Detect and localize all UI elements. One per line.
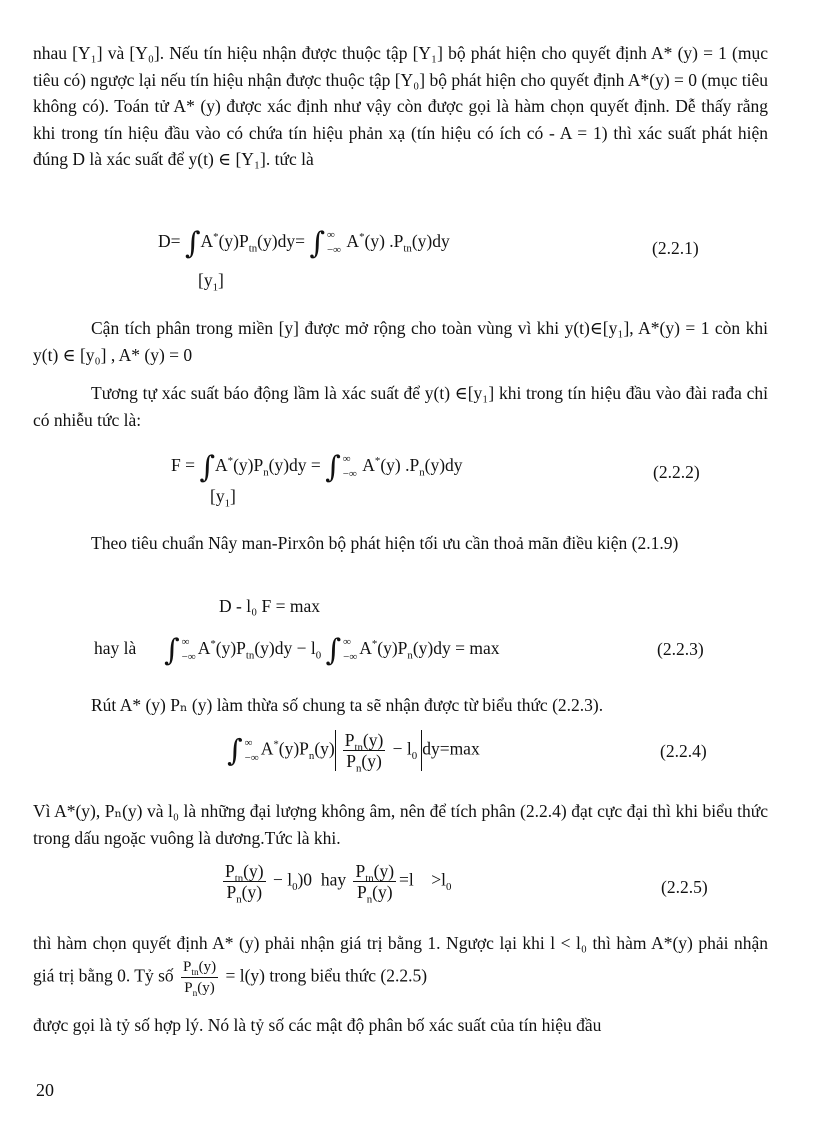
paragraph-factor: Rút A* (y) Pₙ (y) làm thừa số chung ta sẽ nhận được từ biểu thức (2.2.3). — [91, 695, 604, 715]
paragraph-neyman-pearson: Theo tiêu chuẩn Nây man-Pirxôn bộ phát hiện tối ưu cần thoả mãn điều kiện (2.1.9) — [91, 533, 679, 553]
equation-2-2-4: ∫ ∞ −∞ $A^*(y)P_n(y)$ $\frac{P_{tn}(y)}{P_n(y)}$ − $l_0$ dy=max — [227, 730, 480, 775]
paragraph-likelihood: được gọi là tỷ số hợp lý. Nó là tỷ số các mật độ phân bố xác suất của tín hiệu đầu — [33, 1015, 602, 1035]
hay-la-label: hay là — [94, 638, 137, 658]
equation-number-2-2-3: (2.2.3) — [657, 639, 704, 659]
equation-2-2-1: $D= \int A^*(y)P_{tn}(y)dy=$ ∫ ∞ −∞ A*(y) $.P_{tn}(y)dy$ — [158, 226, 450, 261]
equation-number-2-2-5: (2.2.5) — [661, 877, 708, 897]
integral-domain-y1: $[y_1]$ — [198, 270, 224, 294]
paragraph-false-alarm: Tương tự xác suất báo động lầm là xác suất để y(t) ∈[y₁] khi trong tín hiệu đầu vào đài rađa chỉ có nhiễu tức là: — [33, 383, 768, 430]
hay-label: hay — [320, 869, 347, 890]
page-number: 20 — [36, 1080, 54, 1100]
equation-2-2-5: $\frac{P_{tn}(y)}{P_n(y)}$ − $l_0)0$ hay $\frac{P_{tn}(y)}{P_n(y)}$ =l $>l_0$ — [225, 861, 452, 906]
ratio-fraction: $\frac{P_{tn}(y)}{P_n(y)}$ — [183, 958, 217, 999]
paragraph-decision — [33, 930, 768, 998]
equation-number-2-2-1: (2.2.1) — [652, 238, 699, 258]
paragraph-intro: nhau [Y₁] và [Y₀]. Nếu tín hiệu nhận được thuộc tập [Y₁] bộ phát hiện cho quyết định A* (y) = 1 (mục tiêu có) ngược lại nếu tín hiệu nhận được thuộc tập [Y₀] bộ phát hiện cho quyết định A*(y) = 0 (mục tiêu không có). Toán tử A* (y) được xác định như vậy còn được gọi là hàm chọn quyết định. Dễ thấy rằng khi trong tín hiệu đầu vào có chứa tín hiệu phản xạ (tín hiệu có ích có - A = 1) thì xác suất phát hiện đúng D là xác suất để y(t) ∈ [Y₁]. tức là — [33, 43, 768, 169]
equation-2-2-3: ∫ ∞ −∞ $A^*(y)P_{tn}(y)dy - l_0$ ∫ ∞ −∞ $A^*(y)P_n(y)dy = \max$ — [164, 633, 500, 668]
equation-number-2-2-4: (2.2.4) — [660, 741, 707, 761]
paragraph-limits: Cận tích phân trong miền [y] được mở rộng cho toàn vùng vì khi y(t)∈[y₁], A*(y) = 1 còn khi y(t) ∈ [y₀] , A* (y) = 0 — [33, 318, 768, 365]
paragraph-nonnegative: Vì A*(y), Pₙ(y) và l₀ là những đại lượng không âm, nên để tích phân (2.2.4) đạt cực đại thì khi biểu thức trong dấu ngoặc vuông là dương.Tức là khi. — [33, 801, 768, 848]
equation-number-2-2-2: (2.2.2) — [653, 462, 700, 482]
equation-condition: D - l₀ F = max — [219, 596, 321, 616]
paragraph-decision-tail: = l(y) trong biểu thức (2.2.5) — [225, 965, 428, 986]
paragraph-decision-text: thì hàm chọn quyết định A* (y) phải nhận giá trị bằng 1. Ngược lại khi l < l₀ thì hàm A*(y) phải nhận giá trị bằng 0. Tỷ số — [33, 933, 768, 986]
integral-domain-y1-f: $[y_1]$ — [210, 486, 236, 510]
equation-2-2-2: $F = \int A^*(y)P_n(y)dy$ = ∫ ∞ −∞ A*(y) $.P_n(y)dy$ — [171, 450, 463, 485]
